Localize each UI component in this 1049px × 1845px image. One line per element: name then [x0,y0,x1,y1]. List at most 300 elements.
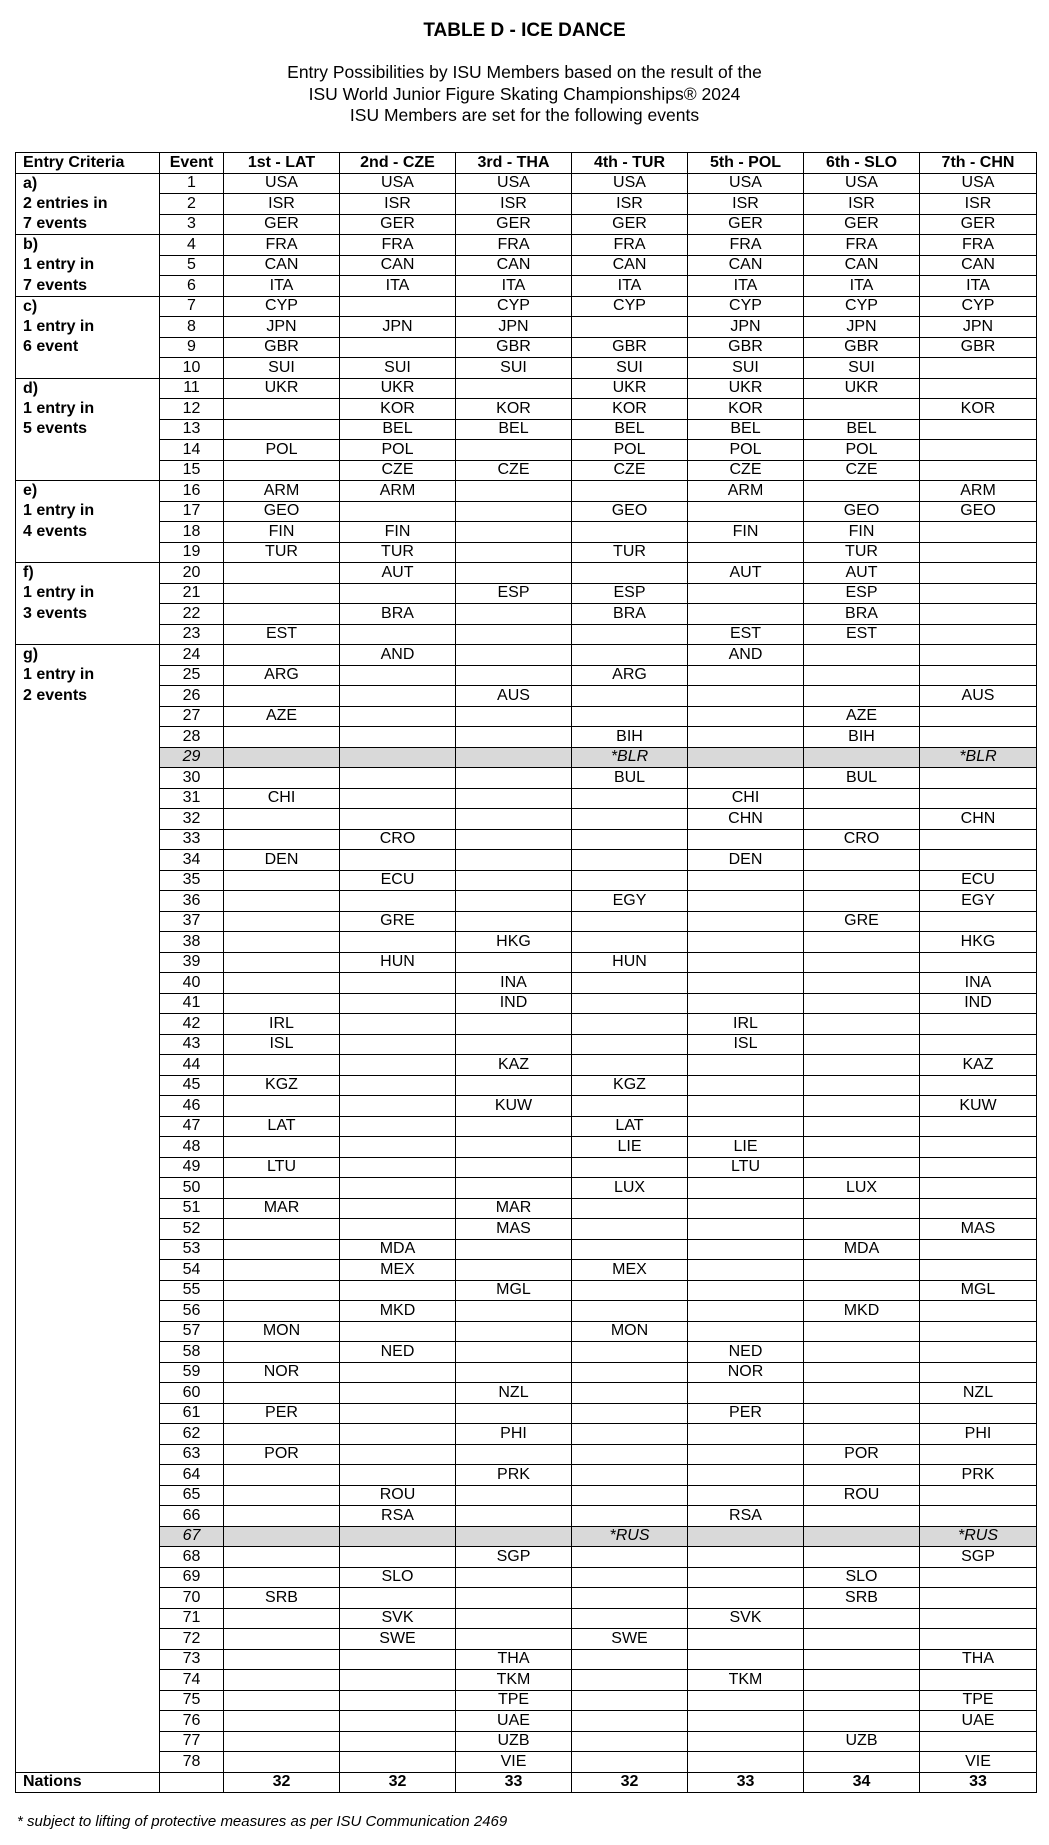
table-row [16,358,1037,379]
nation-cell: EST [804,624,920,645]
nation-cell: FIN [224,522,340,543]
entry-criteria-cell [16,1424,160,1445]
nation-cell [804,1403,920,1424]
table-row [16,870,1037,891]
nation-cell [804,1014,920,1035]
nation-cell: SUI [572,358,688,379]
nation-cell [340,624,456,645]
table-row [16,1670,1037,1691]
event-number: 54 [160,1260,224,1281]
nation-cell [804,1670,920,1691]
nation-cell [804,1608,920,1629]
nation-cell: ISR [804,194,920,215]
entry-criteria-cell [16,1629,160,1650]
event-number: 19 [160,542,224,563]
nation-cell [340,1096,456,1117]
subtitle-line: Entry Possibilities by ISU Members based on the result of the [287,62,762,82]
event-number: 51 [160,1198,224,1219]
nation-cell: GER [688,214,804,235]
nation-cell [224,604,340,625]
nation-cell [224,1711,340,1732]
nation-cell: FRA [804,235,920,256]
nation-cell [224,1342,340,1363]
event-number: 5 [160,255,224,276]
event-number: 30 [160,768,224,789]
nation-cell [688,993,804,1014]
event-number: 44 [160,1055,224,1076]
nation-cell [224,686,340,707]
nation-cell [804,1034,920,1055]
nation-cell: POL [340,440,456,461]
nation-cell: NOR [224,1362,340,1383]
table-row [16,1260,1037,1281]
nation-cell: CAN [572,255,688,276]
nation-cell [340,1752,456,1773]
nation-cell [688,1526,804,1547]
nation-cell: MAS [920,1219,1037,1240]
event-number: 24 [160,645,224,666]
nation-cell: BIH [572,727,688,748]
table-header-row [16,153,1037,174]
nation-cell [456,378,572,399]
event-number: 1 [160,173,224,194]
nation-cell [456,1362,572,1383]
table-row [16,1239,1037,1260]
nation-cell: FIN [688,522,804,543]
nation-cell: IND [920,993,1037,1014]
nation-cell [340,973,456,994]
nation-cell [572,1424,688,1445]
nation-cell [804,1383,920,1404]
nation-cell: THA [920,1649,1037,1670]
nation-cell [340,1157,456,1178]
entry-criteria-cell [16,706,160,727]
nation-cell [572,1034,688,1055]
nation-cell: EGY [920,891,1037,912]
nation-cell [920,440,1037,461]
nation-cell: UZB [804,1731,920,1752]
nation-cell [804,747,920,768]
nation-cell [456,870,572,891]
nation-cell: INA [456,973,572,994]
nation-cell [804,1342,920,1363]
event-number: 48 [160,1137,224,1158]
nation-cell [920,624,1037,645]
entry-criteria-cell [16,1485,160,1506]
nation-cell [224,1280,340,1301]
nation-cell: UKR [572,378,688,399]
event-number: 74 [160,1670,224,1691]
entry-criteria-cell: 2 events [16,686,160,707]
nation-cell [224,809,340,830]
entry-criteria-cell [16,747,160,768]
table-row [16,891,1037,912]
event-number: 64 [160,1465,224,1486]
nation-cell [572,850,688,871]
nation-cell [456,1588,572,1609]
nation-cell [340,993,456,1014]
event-number: 35 [160,870,224,891]
event-number: 70 [160,1588,224,1609]
nation-cell [920,727,1037,748]
event-number: 41 [160,993,224,1014]
nation-cell [804,932,920,953]
event-number: 40 [160,973,224,994]
nation-cell [920,1608,1037,1629]
nation-cell: CYP [804,296,920,317]
nation-cell [804,1096,920,1117]
nation-cell: HKG [920,932,1037,953]
nation-cell: JPN [804,317,920,338]
nation-cell [572,1588,688,1609]
table-row [16,1465,1037,1486]
entry-criteria-cell [16,1342,160,1363]
entry-criteria-cell [16,1055,160,1076]
table-row [16,1301,1037,1322]
event-number: 66 [160,1506,224,1527]
nation-cell: MDA [340,1239,456,1260]
nation-cell: UKR [688,378,804,399]
nation-cell [688,501,804,522]
table-row [16,624,1037,645]
event-number: 18 [160,522,224,543]
nation-cell [688,1649,804,1670]
nation-cell [340,296,456,317]
nation-cell: ARM [340,481,456,502]
entry-criteria-cell: 1 entry in [16,317,160,338]
nations-count: 32 [224,1772,340,1793]
nation-cell: ISR [572,194,688,215]
nation-cell [224,727,340,748]
event-number: 15 [160,460,224,481]
subtitle-line: ISU Members are set for the following events [349,105,700,125]
nation-cell [572,993,688,1014]
nation-cell [456,1178,572,1199]
nation-cell [920,1670,1037,1691]
entry-criteria-cell [16,440,160,461]
nation-cell: AUS [920,686,1037,707]
nation-cell: MON [572,1321,688,1342]
nation-cell [804,1157,920,1178]
nation-cell [804,665,920,686]
nation-cell [688,1260,804,1281]
nation-cell [572,624,688,645]
nation-cell: SWE [572,1629,688,1650]
nation-cell [224,1567,340,1588]
nation-cell: FRA [572,235,688,256]
entry-criteria-cell [16,358,160,379]
table-row [16,276,1037,297]
nation-cell: UKR [340,378,456,399]
nation-cell: CZE [456,460,572,481]
table-row [16,1506,1037,1527]
header-2nd: 2nd - CZE [340,153,456,174]
entry-criteria-cell [16,1649,160,1670]
table-row [16,604,1037,625]
nation-cell [572,1383,688,1404]
nation-cell [340,1731,456,1752]
entry-criteria-cell: 5 events [16,419,160,440]
table-row [16,1485,1037,1506]
nation-cell [224,1383,340,1404]
table-row [16,1096,1037,1117]
nation-cell [688,542,804,563]
entry-criteria-cell [16,1362,160,1383]
header-5th: 5th - POL [688,153,804,174]
nation-cell: GBR [804,337,920,358]
nation-cell [920,1321,1037,1342]
entry-criteria-cell [16,1526,160,1547]
nation-cell [920,1588,1037,1609]
event-number: 57 [160,1321,224,1342]
nation-cell [572,1014,688,1035]
event-number: 10 [160,358,224,379]
nation-cell [340,1362,456,1383]
nation-cell: BUL [572,768,688,789]
entry-criteria-cell [16,624,160,645]
nation-cell: MGL [456,1280,572,1301]
header-3rd: 3rd - THA [456,153,572,174]
nation-cell: SRB [804,1588,920,1609]
nation-cell: ITA [456,276,572,297]
nation-cell [572,1731,688,1752]
table-row [16,1526,1037,1547]
nation-cell: CHI [224,788,340,809]
entry-criteria-cell [16,829,160,850]
nation-cell: PRK [920,1465,1037,1486]
nation-cell [456,1116,572,1137]
nation-cell: MAR [456,1198,572,1219]
nation-cell: CYP [920,296,1037,317]
nation-cell [340,1403,456,1424]
nation-cell: PER [688,1403,804,1424]
nation-cell: BEL [688,419,804,440]
nation-cell: GER [920,214,1037,235]
nation-cell [340,1178,456,1199]
nation-cell [456,481,572,502]
entry-criteria-cell [16,1547,160,1568]
nation-cell [456,604,572,625]
nation-cell: *BLR [920,747,1037,768]
nations-label: Nations [16,1772,160,1793]
nation-cell: ISR [688,194,804,215]
nation-cell [688,1547,804,1568]
entry-criteria-cell [16,1301,160,1322]
nation-cell [340,1424,456,1445]
nation-cell [688,1690,804,1711]
nation-cell: ISL [688,1034,804,1055]
nation-cell [456,1485,572,1506]
nation-cell [340,1321,456,1342]
footnote: * subject to lifting of protective measures as per ISU Communication 2469 [17,1813,508,1830]
nation-cell [920,911,1037,932]
nation-cell [804,481,920,502]
nation-cell [340,1547,456,1568]
nation-cell: TPE [920,1690,1037,1711]
nation-cell: BEL [804,419,920,440]
nation-cell: CYP [224,296,340,317]
entry-criteria-cell [16,1670,160,1691]
nation-cell: KGZ [572,1075,688,1096]
entry-criteria-cell: 1 entry in [16,501,160,522]
nation-cell [688,706,804,727]
nation-cell [456,1034,572,1055]
event-number: 75 [160,1690,224,1711]
nation-cell [688,1383,804,1404]
nation-cell [224,1690,340,1711]
nation-cell [456,1403,572,1424]
nation-cell: GER [456,214,572,235]
nation-cell [920,1567,1037,1588]
nation-cell [224,1096,340,1117]
nation-cell [340,1219,456,1240]
nation-cell: UAE [456,1711,572,1732]
nation-cell: KUW [456,1096,572,1117]
nation-cell [688,1444,804,1465]
nation-cell: SWE [340,1629,456,1650]
entry-criteria-cell: 6 event [16,337,160,358]
nation-cell: PER [224,1403,340,1424]
event-number: 63 [160,1444,224,1465]
nation-cell: JPN [340,317,456,338]
nation-cell [920,1178,1037,1199]
nation-cell [688,665,804,686]
entry-criteria-cell [16,1157,160,1178]
nation-cell [224,1239,340,1260]
nation-cell: BEL [456,419,572,440]
nation-cell: AUT [340,563,456,584]
nation-cell [340,1137,456,1158]
nation-cell: GER [804,214,920,235]
entry-criteria-cell [16,1137,160,1158]
nation-cell [224,768,340,789]
event-number: 22 [160,604,224,625]
nation-cell [572,1752,688,1773]
nation-cell: EGY [572,891,688,912]
event-number: 46 [160,1096,224,1117]
event-number: 6 [160,276,224,297]
nation-cell [340,1014,456,1035]
nation-cell [340,1526,456,1547]
nation-cell: *BLR [572,747,688,768]
event-number: 28 [160,727,224,748]
nation-cell [920,378,1037,399]
nation-cell [688,829,804,850]
table-row [16,1403,1037,1424]
nation-cell: IRL [688,1014,804,1035]
nation-cell [572,1711,688,1732]
entry-criteria-cell [16,460,160,481]
entry-criteria-cell: 1 entry in [16,665,160,686]
header-4th: 4th - TUR [572,153,688,174]
table-row [16,706,1037,727]
nation-cell [804,645,920,666]
event-number: 45 [160,1075,224,1096]
table-row [16,255,1037,276]
nation-cell: FRA [456,235,572,256]
entry-criteria-cell: 2 entries in [16,194,160,215]
event-number: 17 [160,501,224,522]
nation-cell [920,358,1037,379]
nation-cell [572,1670,688,1691]
table-row [16,1608,1037,1629]
nation-cell: BEL [340,419,456,440]
nation-cell: ARM [920,481,1037,502]
nation-cell [920,1260,1037,1281]
nation-cell: ISR [340,194,456,215]
nation-cell: TUR [224,542,340,563]
nation-cell [920,1157,1037,1178]
nation-cell [688,1731,804,1752]
nation-cell [804,1547,920,1568]
nation-cell: KOR [920,399,1037,420]
table-row [16,214,1037,235]
nation-cell [224,1629,340,1650]
nation-cell [340,747,456,768]
table-row [16,747,1037,768]
nation-cell [456,1444,572,1465]
nation-cell [340,337,456,358]
table-row [16,173,1037,194]
nation-cell [804,1526,920,1547]
nation-cell [688,1629,804,1650]
nation-cell: GRE [340,911,456,932]
table-row [16,1711,1037,1732]
nation-cell [920,706,1037,727]
entry-criteria-cell [16,1219,160,1240]
entry-criteria-cell [16,1014,160,1035]
event-number: 67 [160,1526,224,1547]
entry-criteria-cell [16,768,160,789]
nation-cell [456,501,572,522]
nation-cell: POR [804,1444,920,1465]
nation-cell: USA [688,173,804,194]
nation-cell [920,1239,1037,1260]
nation-cell: POL [224,440,340,461]
nation-cell: BRA [804,604,920,625]
nation-cell [340,1670,456,1691]
nation-cell [688,1752,804,1773]
nation-cell [688,686,804,707]
nation-cell [456,788,572,809]
nation-cell: ITA [572,276,688,297]
table-row [16,583,1037,604]
nation-cell [456,1137,572,1158]
event-number: 3 [160,214,224,235]
page-title: TABLE D - ICE DANCE [423,20,626,41]
nation-cell [224,1547,340,1568]
nation-cell: DEN [688,850,804,871]
nation-cell: ITA [920,276,1037,297]
header-entry-criteria: Entry Criteria [16,153,160,174]
entry-criteria-cell: a) [16,173,160,194]
nation-cell: ITA [804,276,920,297]
nation-cell [572,1444,688,1465]
event-number: 13 [160,419,224,440]
nation-cell [340,727,456,748]
nation-cell: ARG [572,665,688,686]
header-event: Event [160,153,224,174]
nation-cell: CRO [804,829,920,850]
nation-cell [340,1690,456,1711]
nation-cell [456,829,572,850]
table-row [16,1649,1037,1670]
nation-cell: USA [804,173,920,194]
table-row [16,501,1037,522]
table-row [16,788,1037,809]
nation-cell: CYP [456,296,572,317]
event-number: 68 [160,1547,224,1568]
